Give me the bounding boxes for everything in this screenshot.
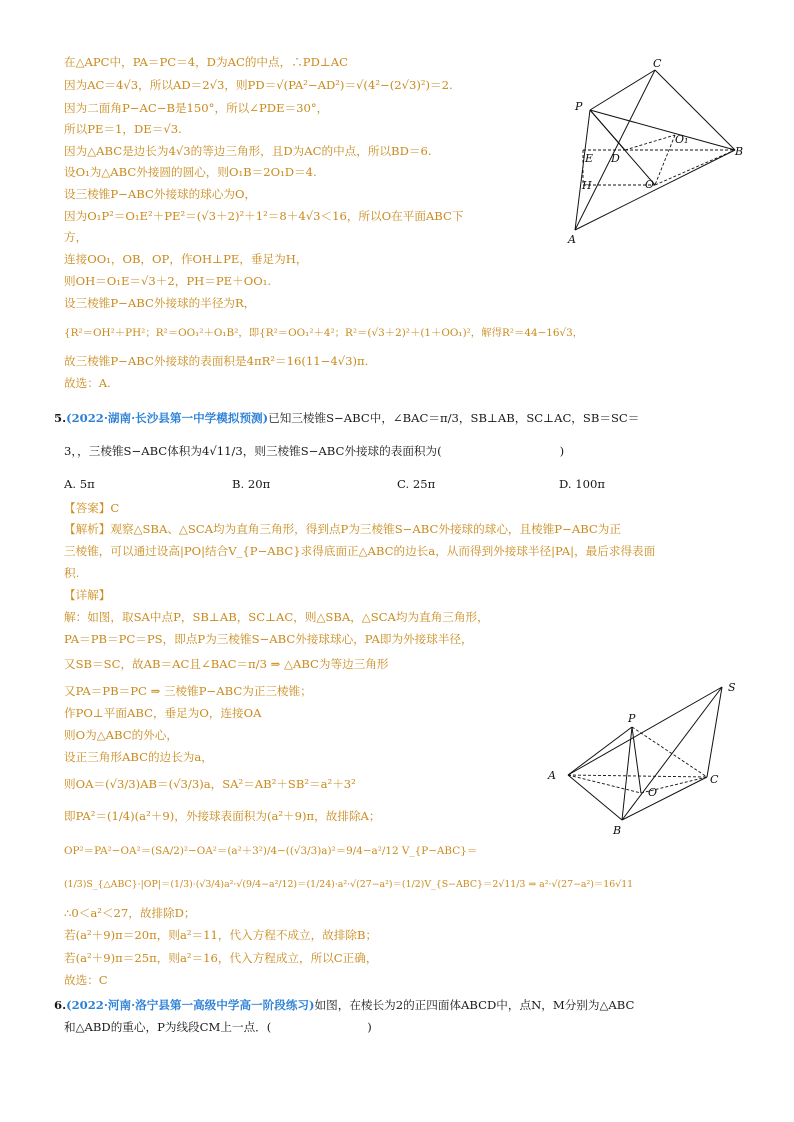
q5-detail-line-6: 则O为△ABC的外心， (64, 728, 178, 742)
sol-line-10: 连接OO₁，OB，OP，作OH⊥PE，垂足为H， (64, 252, 308, 266)
q5-detail-line-14: 若(a²＋9)π＝25π，则a²＝16，代入方程成立，所以C正确， (64, 951, 378, 965)
q5-number: 5. (54, 411, 67, 425)
fig1-label-B: B (735, 145, 744, 158)
tetrahedron-figure-1 (565, 55, 750, 250)
q5-detail-line-15: 故选：C (64, 973, 108, 987)
sol-line-9: 方， (64, 230, 88, 244)
fig1-label-O1: O₁ (675, 133, 689, 146)
sol-line-2: 因为AC＝4√3，所以AD＝2√3，则PD＝√(PA²−AD²)＝√(4²−(2√3)²)＝2. (64, 78, 453, 92)
analysis-tag: 【解析】 (64, 522, 111, 536)
q5-stem-line-1 (54, 410, 639, 426)
fig1-label-C: C (653, 57, 662, 70)
q5-detail-line-4: 又PA＝PB＝PC ⇒ 三棱锥P−ABC为正三棱锥； (64, 684, 312, 698)
q6-stem-line-1 (54, 997, 634, 1013)
q6-source: (2022·河南·洛宁县第一高级中学高一阶段练习) (66, 998, 315, 1012)
fig1-label-O: O (645, 178, 655, 191)
q5-option-d[interactable]: D. 100π (559, 477, 606, 491)
q5-stem-close: ) (559, 444, 565, 458)
q6-stem-1: 如图，在棱长为2的正四面体ABCD中，点N，M分别为△ABC (314, 998, 635, 1012)
q5-option-a[interactable]: A. 5π (64, 477, 95, 491)
q6-stem-line-2 (64, 1019, 372, 1035)
sol-line-13: {R²＝OH²＋PH²；R²＝OO₁²＋O₁B²，即{R²＝OO₁²＋4²；R²＝(√3＋2)²＋(1＋OO₁)²，解得R²＝44−16√3， (64, 327, 584, 339)
q5-stem-line-2 (64, 443, 564, 459)
fig1-label-A: A (568, 233, 576, 246)
q5-detail-line-12: ∴0＜a²＜27，故排除D； (64, 906, 196, 920)
q5-detail-line-10: OP²＝PA²−OA²＝(SA/2)²−OA²＝(a²＋3²)/4−((√3/3)a)²＝9/4−a²/12 V_{P−ABC}＝ (64, 845, 478, 857)
sol-line-1: 在△APC中，PA＝PC＝4，D为AC的中点，∴PD⊥AC (64, 55, 349, 69)
sol-line-8: 因为O₁P²＝O₁E²＋PE²＝(√3＋2)²＋1²＝8＋4√3＜16，所以O在平面ABC下 (64, 209, 464, 223)
q5-detail-line-7: 设正三角形ABC的边长为a， (64, 750, 213, 764)
fig2-label-O: O (648, 786, 658, 799)
q5-analysis-line-2: 三棱锥，可以通过设高|PO|结合V_{P−ABC}求得底面正△ABC的边长a，从而得到外接球半径|PA|，最后求得表面 (64, 544, 656, 558)
sol-line-7: 设三棱锥P−ABC外接球的球心为O， (64, 187, 257, 201)
fig1-label-E: E (585, 152, 594, 165)
q5-analysis-line-3: 积. (64, 566, 80, 580)
q5-stem-2: 3，，三棱锥S−ABC体积为4√11/3，则三棱锥S−ABC外接球的表面积为( (64, 444, 442, 458)
sol-line-15: 故选：A. (64, 376, 111, 390)
q6-number: 6. (54, 998, 67, 1012)
q5-detail-line-2: PA＝PB＝PC＝PS，即点P为三棱锥S−ABC外接球球心，PA即为外接球半径， (64, 632, 473, 646)
q5-stem-1: 已知三棱锥S−ABC中，∠BAC＝π/3，SB⊥AB，SC⊥AC，SB＝SC＝ (268, 411, 640, 425)
q5-source: (2022·湖南·长沙县第一中学模拟预测) (66, 411, 269, 425)
q6-stem-close: ) (367, 1020, 372, 1034)
q5-analysis-line-1 (64, 521, 621, 537)
fig1-label-P: P (575, 100, 583, 113)
q5-detail-line-1: 解：如图，取SA中点P，SB⊥AB，SC⊥AC，则△SBA，△SCA均为直角三角形， (64, 610, 489, 624)
answer-value: C (110, 501, 120, 515)
sol-line-12: 设三棱锥P−ABC外接球的半径为R， (64, 296, 256, 310)
fig2-label-S: S (728, 681, 736, 694)
answer-tag: 【答案】 (64, 501, 111, 515)
fig2-label-P: P (628, 712, 636, 725)
q5-detail-line-8: 则OA＝(√3/3)AB＝(√3/3)a，SA²＝AB²＋SB²＝a²＋3² (64, 777, 356, 791)
sol-line-4: 所以PE＝1，DE＝√3. (64, 122, 182, 136)
q5-detail-line-3: 又SB＝SC，故AB＝AC且∠BAC＝π/3 ⇒ △ABC为等边三角形 (64, 657, 389, 671)
sol-line-6: 设O₁为△ABC外接圆的圆心，则O₁B＝2O₁D＝4. (64, 165, 317, 179)
q6-stem-2: 和△ABD的重心，P为线段CM上一点．( (64, 1020, 272, 1034)
tetrahedron-figure-2 (540, 675, 750, 840)
analysis-text-1: 观察△SBA、△SCA均为直角三角形，得到点P为三棱锥S−ABC外接球的球心，且棱锥P−ABC为正 (110, 522, 621, 536)
q5-detail-line-13: 若(a²＋9)π＝20π，则a²＝11，代入方程不成立，故排除B； (64, 928, 378, 942)
q5-answer-row (64, 500, 119, 516)
fig2-label-B: B (613, 824, 622, 837)
sol-line-5: 因为△ABC是边长为4√3的等边三角形，且D为AC的中点，所以BD＝6. (64, 144, 432, 158)
detail-tag: 【详解】 (64, 588, 111, 602)
sol-line-3: 因为二面角P−AC−B是150°，所以∠PDE＝30°， (64, 101, 329, 115)
sol-line-14: 故三棱锥P−ABC外接球的表面积是4πR²＝16(11−4√3)π. (64, 354, 369, 368)
q5-option-c[interactable]: C. 25π (397, 477, 436, 491)
fig1-label-H: H (582, 179, 592, 192)
fig2-label-C: C (710, 773, 719, 786)
fig2-label-A: A (548, 769, 556, 782)
q5-detail-line-9: 即PA²＝(1/4)(a²＋9)，外接球表面积为(a²＋9)π，故排除A； (64, 809, 381, 823)
q5-detail-line-11: (1/3)S_{△ABC}·|OP|＝(1/3)·(√3/4)a²·√(9/4−a²/12)＝(1/24)·a²·√(27−a²)＝(1/2)V_{S−ABC}＝2√11/3 ⇒ a²·√(27−a²)＝16√11 (64, 879, 634, 890)
sol-line-11: 则OH＝O₁E＝√3＋2，PH＝PE＋OO₁. (64, 274, 272, 288)
fig1-label-D: D (611, 152, 620, 165)
q5-option-b[interactable]: B. 20π (232, 477, 271, 491)
q5-detail-line-5: 作PO⊥平面ABC，垂足为O，连接OA (64, 706, 262, 720)
